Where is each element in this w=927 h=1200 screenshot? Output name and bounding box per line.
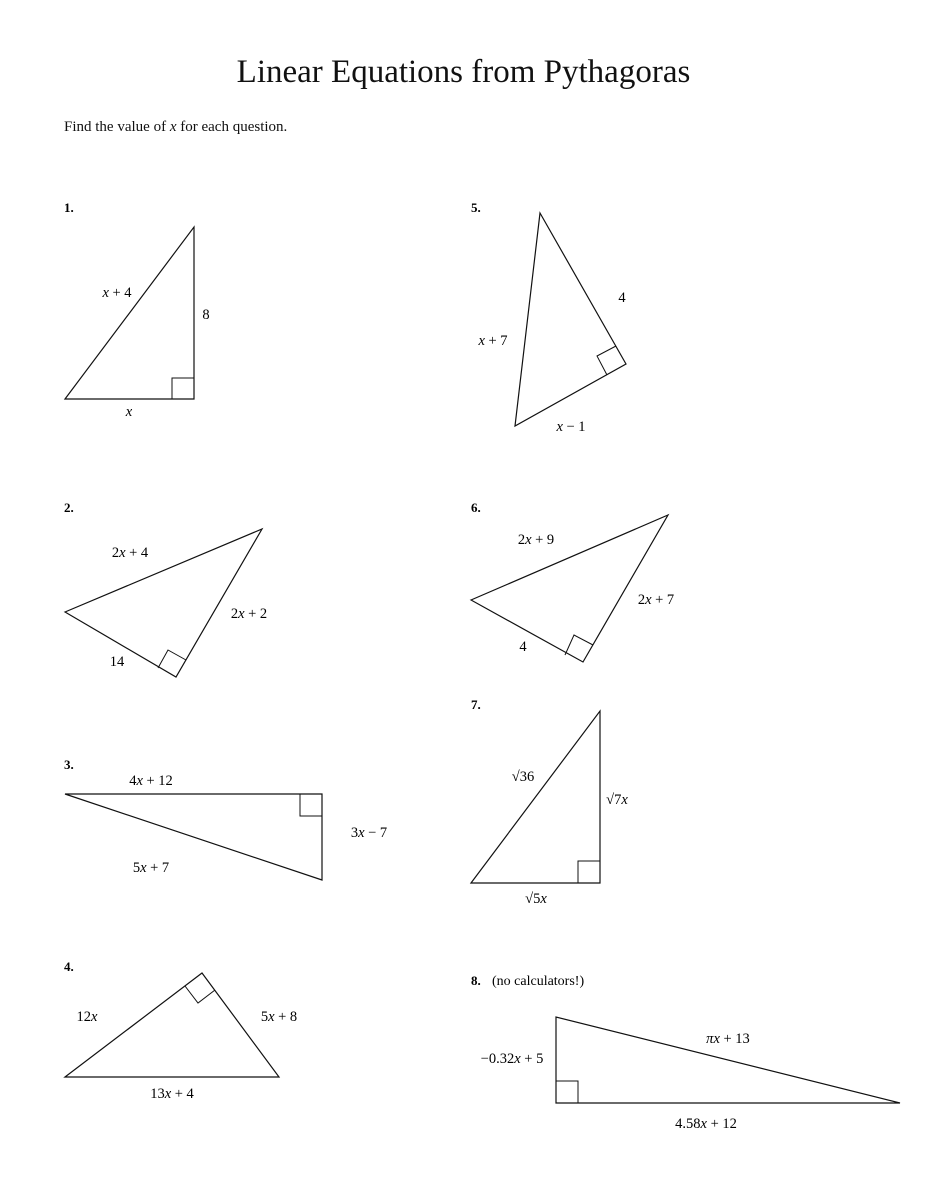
question-2-short-leg-label: 14	[109, 654, 125, 670]
question-4-base-label: 13x + 4	[150, 1086, 194, 1102]
question-3-right-angle	[300, 794, 322, 816]
question-8-number: 8.	[471, 973, 481, 988]
question-5-short-leg-label: 4	[618, 290, 626, 306]
question-8-right-angle	[556, 1081, 578, 1103]
question-1	[64, 200, 210, 420]
question-6-number: 6.	[471, 500, 481, 515]
question-6-triangle	[471, 515, 668, 662]
instructions-text-start: Find the value of	[64, 119, 170, 135]
question-2-right-angle	[158, 650, 186, 668]
question-4-left-leg-label: 12x	[76, 1009, 98, 1025]
question-3-number: 3.	[64, 757, 74, 772]
question-8-note: (no calculators!)	[492, 974, 585, 989]
question-5-base-label: x − 1	[556, 419, 586, 435]
question-2	[64, 500, 267, 677]
question-3-top-label: 4x + 12	[129, 773, 173, 789]
question-4	[64, 959, 297, 1102]
question-2-triangle	[65, 529, 262, 677]
question-8	[471, 973, 900, 1132]
question-4-right-angle	[185, 986, 215, 1003]
question-4-number: 4.	[64, 959, 74, 974]
instructions-text-end: for each question.	[176, 119, 288, 135]
question-7-triangle	[471, 711, 600, 883]
question-8-triangle	[556, 1017, 900, 1103]
question-1-hypotenuse-label: x + 4	[102, 285, 132, 301]
question-4-triangle	[65, 973, 279, 1077]
question-7-base-label: √5x	[525, 891, 547, 907]
question-5	[471, 200, 626, 435]
question-1-number: 1.	[64, 200, 74, 215]
question-6-short-leg-label: 4	[519, 639, 527, 655]
page-title: Linear Equations from Pythagoras	[236, 54, 691, 90]
question-3	[64, 757, 387, 880]
question-3-vertical-label: 3x − 7	[350, 825, 388, 841]
question-6	[471, 500, 674, 662]
question-8-vertical-label: −0.32x + 5	[480, 1051, 544, 1067]
question-5-number: 5.	[471, 200, 481, 215]
question-8-base-label: 4.58x + 12	[675, 1116, 737, 1132]
question-7-hypotenuse-label: √36	[511, 769, 535, 785]
question-2-hypotenuse-label: 2x + 4	[111, 545, 149, 561]
question-5-triangle	[515, 213, 626, 426]
question-1-triangle	[65, 227, 194, 399]
question-7-right-angle	[578, 861, 600, 883]
question-7-number: 7.	[471, 697, 481, 712]
question-2-number: 2.	[64, 500, 74, 515]
question-3-hypotenuse-label: 5x + 7	[132, 860, 170, 876]
question-7-vertical-label: √7x	[606, 792, 628, 808]
question-2-right-leg-label: 2x + 2	[230, 606, 268, 622]
question-7	[471, 697, 628, 907]
question-6-right-leg-label: 2x + 7	[637, 592, 675, 608]
question-5-hypotenuse-label: x + 7	[478, 333, 508, 349]
question-4-right-leg-label: 5x + 8	[260, 1009, 298, 1025]
question-8-hypotenuse-label: πx + 13	[706, 1031, 750, 1047]
question-6-hypotenuse-label: 2x + 9	[517, 532, 555, 548]
instructions-variable: x	[169, 119, 177, 135]
question-1-base-label: x	[125, 404, 133, 420]
question-1-vertical-label: 8	[202, 307, 210, 323]
question-3-triangle	[65, 794, 322, 880]
question-1-right-angle	[172, 378, 194, 399]
